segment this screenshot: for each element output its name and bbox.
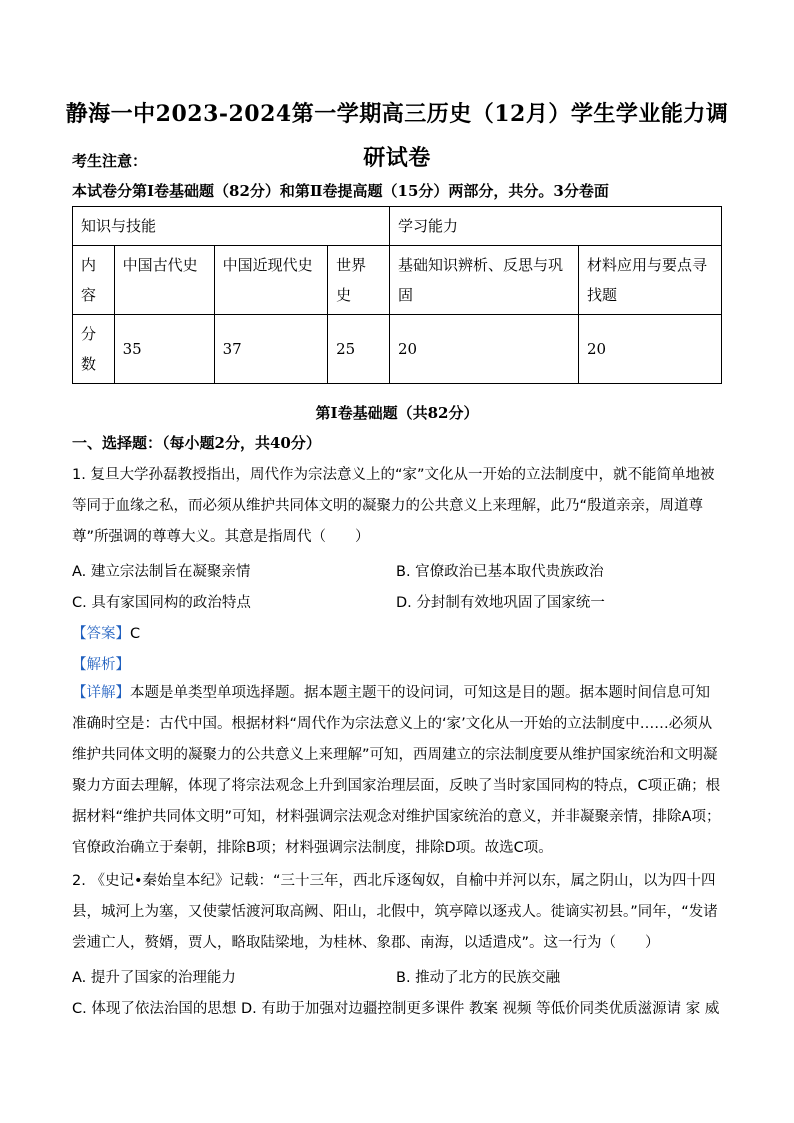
analysis-line [72, 653, 130, 674]
bracket-icon: 】 [115, 657, 130, 673]
q2-option-a: A. 提升了国家的治理能力 [72, 970, 236, 986]
part-heading: 一、选择题：（每小题2分，共40分） [72, 434, 321, 452]
column-header: 中国古代史 [114, 246, 214, 315]
bracket-icon: 【 [72, 626, 87, 642]
column-header: 材料应用与要点寻找题 [579, 246, 722, 315]
exam-title: 静海一中2023-2024第一学期高三历史（12月）学生学业能力调研试卷 [65, 101, 729, 171]
column-header: 中国近现代史 [214, 246, 328, 315]
score-table [72, 206, 722, 384]
bracket-icon: 【 [72, 685, 87, 701]
table-row [73, 246, 722, 315]
table-row [73, 207, 722, 246]
q2-option-b: B. 推动了北方的民族交融 [396, 970, 561, 986]
score-cell: 20 [579, 315, 722, 384]
q1-option-d: D. 分封制有效地巩固了国家统一 [396, 595, 605, 611]
score-cell: 35 [114, 315, 214, 384]
q2-option-c-d: C. 体现了依法治国的思想 D. 有助于加强对边疆控制更多课件 教案 视频 等低价同类优质滋源请 家 威 [72, 1001, 720, 1017]
notice-heading: 考生注意： [72, 152, 148, 170]
bracket-icon: 】 [115, 626, 130, 642]
group-knowledge: 知识与技能 [73, 207, 390, 246]
group-ability: 学习能力 [390, 207, 722, 246]
answer-label: 答案 [86, 626, 116, 642]
detail-label: 详解 [86, 685, 116, 701]
section-title: 第Ⅰ卷基础题（共82分） [315, 404, 479, 422]
q1-option-c: C. 具有家国同构的政治特点 [72, 595, 251, 611]
table-row [73, 315, 722, 384]
column-header: 世界史 [328, 246, 390, 315]
q1-option-a: A. 建立宗法制旨在凝聚亲情 [72, 564, 251, 580]
score-cell: 20 [390, 315, 579, 384]
bracket-icon: 【 [72, 657, 87, 673]
answer-value: C [130, 626, 141, 642]
analysis-label: 解析 [86, 657, 116, 673]
q2-stem: 2. 《史记•秦始皇本纪》记载：“三十三年，西北斥逐匈奴，自榆中并河以东，属之阴山，以为四十四县，城河上为塞，又使蒙恬渡河取高阙、阳山，北假中，筑亭障以逐戎人。徙谪实初县。”同年，“发诸尝逋亡人，赘婿，贾人，略取陆梁地，为桂林、象郡、南海，以适遣戍”。这一行为（ ） [72, 873, 718, 951]
column-header: 基础知识辨析、反思与巩固 [390, 246, 579, 315]
q1-option-b: B. 官僚政治已基本取代贵族政治 [396, 564, 604, 580]
score-cell: 37 [214, 315, 328, 384]
q1-stem: 1. 复旦大学孙磊教授指出，周代作为宗法意义上的“家”文化从一开始的立法制度中，就不能简单地被等同于血缘之私，而必须从维护共同体文明的凝聚力的公共意义上来理解，此乃“殷道亲亲，周道尊尊”所强调的尊尊大义。其意是指周代（ ） [72, 467, 715, 545]
row-label-score: 分数 [73, 315, 115, 384]
bracket-icon: 】 [115, 685, 130, 701]
score-cell: 25 [328, 315, 390, 384]
detail-text: 本题是单类型单项选择题。据本题主题干的设问词，可知这是目的题。据本题时间信息可知准确时空是：古代中国。根据材料“周代作为宗法意义上的‘家’文化从一开始的立法制度中……必须从维护共同体文明的凝聚力的公共意义上来理解”可知，西周建立的宗法制度要从维护国家统治和文明凝聚力方面去理解，体现了将宗法观念上升到国家治理层面，反映了当时家国同构的特点，C项正确；根据材料“维护共同体文明”可知，材料强调宗法观念对维护国家统治的意义，并非凝聚亲情，排除A项；官僚政治确立于秦朝，排除B项；材料强调宗法制度，排除D项。故选C项。 [72, 685, 721, 856]
row-label-content: 内容 [73, 246, 115, 315]
q1-detail [72, 678, 722, 864]
answer-line [72, 622, 140, 643]
notice-intro: 本试卷分第Ⅰ卷基础题（82分）和第Ⅱ卷提高题（15分）两部分，共分。3分卷面 [72, 182, 609, 200]
